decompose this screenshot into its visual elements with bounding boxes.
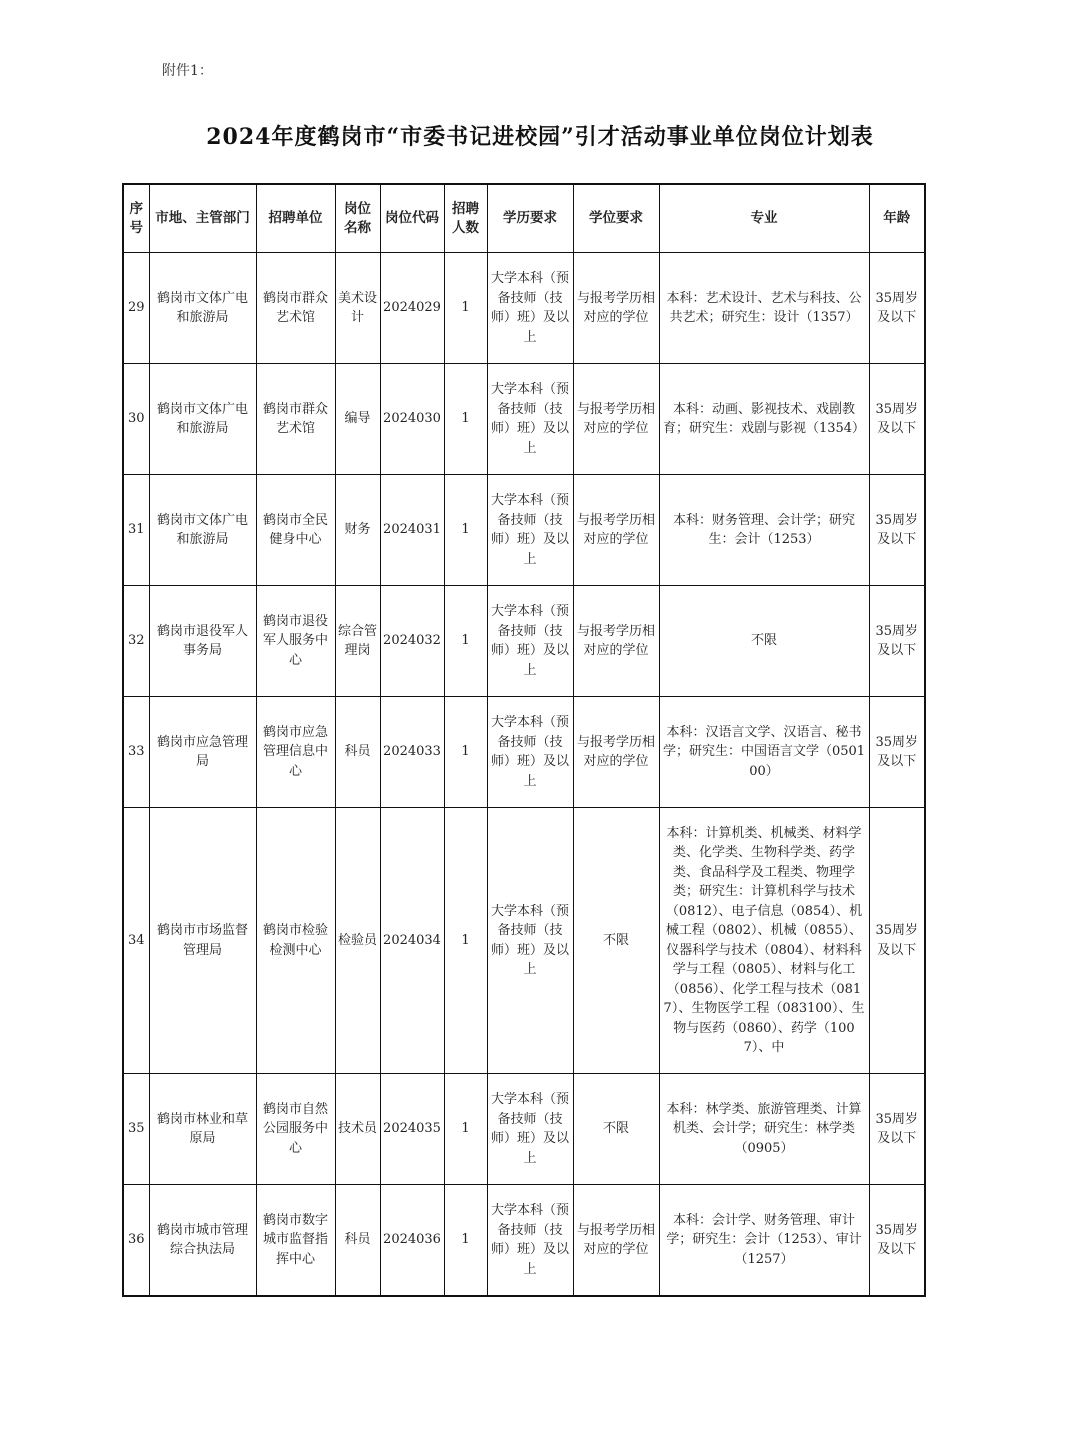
cell-count: 1 xyxy=(444,808,487,1074)
cell-dept: 鹤岗市退役军人事务局 xyxy=(149,586,256,697)
cell-count: 1 xyxy=(444,1185,487,1297)
cell-unit: 鹤岗市退役军人服务中心 xyxy=(256,586,335,697)
cell-edu: 大学本科（预备技师（技师）班）及以上 xyxy=(487,253,573,364)
cell-degree: 与报考学历相对应的学位 xyxy=(573,364,659,475)
table-row xyxy=(123,1074,925,1185)
cell-code: 2024035 xyxy=(380,1074,444,1185)
cell-age: 35周岁及以下 xyxy=(869,364,925,475)
cell-post: 科员 xyxy=(335,697,380,808)
cell-degree: 不限 xyxy=(573,808,659,1074)
cell-count: 1 xyxy=(444,1074,487,1185)
cell-edu: 大学本科（预备技师（技师）班）及以上 xyxy=(487,1185,573,1297)
cell-age: 35周岁及以下 xyxy=(869,808,925,1074)
column-header-degree: 学位要求 xyxy=(573,184,659,253)
cell-unit: 鹤岗市应急管理信息中心 xyxy=(256,697,335,808)
cell-dept: 鹤岗市城市管理综合执法局 xyxy=(149,1185,256,1297)
table-row xyxy=(123,586,925,697)
cell-code: 2024033 xyxy=(380,697,444,808)
cell-age: 35周岁及以下 xyxy=(869,253,925,364)
cell-major: 本科：汉语言文学、汉语言、秘书学；研究生：中国语言文学（050100） xyxy=(659,697,869,808)
column-header-no: 序号 xyxy=(123,184,149,253)
cell-code: 2024029 xyxy=(380,253,444,364)
cell-age: 35周岁及以下 xyxy=(869,1074,925,1185)
cell-major: 本科：财务管理、会计学；研究生：会计（1253） xyxy=(659,475,869,586)
cell-major: 本科：林学类、旅游管理类、计算机类、会计学；研究生：林学类（0905） xyxy=(659,1074,869,1185)
cell-unit: 鹤岗市检验检测中心 xyxy=(256,808,335,1074)
cell-post: 编导 xyxy=(335,364,380,475)
cell-edu: 大学本科（预备技师（技师）班）及以上 xyxy=(487,1074,573,1185)
column-header-age: 年龄 xyxy=(869,184,925,253)
table-header-row xyxy=(123,184,925,253)
cell-degree: 与报考学历相对应的学位 xyxy=(573,475,659,586)
cell-major: 本科：会计学、财务管理、审计学；研究生：会计（1253）、审计（1257） xyxy=(659,1185,869,1297)
cell-post: 技术员 xyxy=(335,1074,380,1185)
cell-unit: 鹤岗市全民健身中心 xyxy=(256,475,335,586)
cell-no: 32 xyxy=(123,586,149,697)
attachment-label: 附件1： xyxy=(162,63,213,79)
cell-age: 35周岁及以下 xyxy=(869,1185,925,1297)
page-title: 2024年度鹤岗市“市委书记进校园”引才活动事业单位岗位计划表 xyxy=(206,124,874,150)
cell-post: 综合管理岗 xyxy=(335,586,380,697)
cell-edu: 大学本科（预备技师（技师）班）及以上 xyxy=(487,697,573,808)
cell-unit: 鹤岗市数字城市监督指挥中心 xyxy=(256,1185,335,1297)
column-header-post: 岗位名称 xyxy=(335,184,380,253)
cell-major: 本科：艺术设计、艺术与科技、公共艺术；研究生：设计（1357） xyxy=(659,253,869,364)
cell-edu: 大学本科（预备技师（技师）班）及以上 xyxy=(487,808,573,1074)
table-row xyxy=(123,475,925,586)
cell-post: 检验员 xyxy=(335,808,380,1074)
table-row xyxy=(123,1185,925,1297)
cell-post: 科员 xyxy=(335,1185,380,1297)
cell-edu: 大学本科（预备技师（技师）班）及以上 xyxy=(487,475,573,586)
cell-count: 1 xyxy=(444,253,487,364)
cell-no: 35 xyxy=(123,1074,149,1185)
column-header-count: 招聘人数 xyxy=(444,184,487,253)
cell-code: 2024032 xyxy=(380,586,444,697)
cell-degree: 与报考学历相对应的学位 xyxy=(573,697,659,808)
cell-code: 2024031 xyxy=(380,475,444,586)
cell-no: 33 xyxy=(123,697,149,808)
cell-post: 美术设计 xyxy=(335,253,380,364)
cell-count: 1 xyxy=(444,697,487,808)
cell-no: 36 xyxy=(123,1185,149,1297)
cell-age: 35周岁及以下 xyxy=(869,475,925,586)
table-row xyxy=(123,364,925,475)
table-row xyxy=(123,697,925,808)
cell-no: 34 xyxy=(123,808,149,1074)
table-row xyxy=(123,253,925,364)
cell-degree: 与报考学历相对应的学位 xyxy=(573,586,659,697)
column-header-code: 岗位代码 xyxy=(380,184,444,253)
column-header-unit: 招聘单位 xyxy=(256,184,335,253)
cell-degree: 与报考学历相对应的学位 xyxy=(573,1185,659,1297)
cell-edu: 大学本科（预备技师（技师）班）及以上 xyxy=(487,364,573,475)
major-text: 本科：计算机类、机械类、材料学类、化学类、生物科学类、药学类、食品科学及工程类、物理学类；研究生：计算机科学与技术（0812）、电子信息（0854）、机械工程（0802）、机械（0855）、仪器科学与技术（0804）、材料科学与工程（0805）、材料与化工（0856）、化学工程与技术（0817）、生物医学工程（083100）、生物与医药（0860）、药学（1007）、中 xyxy=(663,825,865,1055)
cell-no: 30 xyxy=(123,364,149,475)
cell-major xyxy=(659,808,869,1074)
cell-major: 本科：动画、影视技术、戏剧教育；研究生：戏剧与影视（1354） xyxy=(659,364,869,475)
cell-degree: 与报考学历相对应的学位 xyxy=(573,253,659,364)
cell-unit: 鹤岗市群众艺术馆 xyxy=(256,253,335,364)
cell-age: 35周岁及以下 xyxy=(869,586,925,697)
cell-dept: 鹤岗市应急管理局 xyxy=(149,697,256,808)
cell-dept: 鹤岗市文体广电和旅游局 xyxy=(149,364,256,475)
cell-no: 31 xyxy=(123,475,149,586)
cell-post: 财务 xyxy=(335,475,380,586)
cell-edu: 大学本科（预备技师（技师）班）及以上 xyxy=(487,586,573,697)
cell-dept: 鹤岗市文体广电和旅游局 xyxy=(149,475,256,586)
cell-degree: 不限 xyxy=(573,1074,659,1185)
cell-dept: 鹤岗市林业和草原局 xyxy=(149,1074,256,1185)
position-plan-table xyxy=(122,183,926,1297)
cell-age: 35周岁及以下 xyxy=(869,697,925,808)
cell-dept: 鹤岗市文体广电和旅游局 xyxy=(149,253,256,364)
cell-code: 2024036 xyxy=(380,1185,444,1297)
column-header-major: 专业 xyxy=(659,184,869,253)
table-row xyxy=(123,808,925,1074)
cell-code: 2024034 xyxy=(380,808,444,1074)
cell-dept: 鹤岗市市场监督管理局 xyxy=(149,808,256,1074)
column-header-edu: 学历要求 xyxy=(487,184,573,253)
column-header-dept: 市地、主管部门 xyxy=(149,184,256,253)
cell-count: 1 xyxy=(444,586,487,697)
cell-count: 1 xyxy=(444,364,487,475)
cell-code: 2024030 xyxy=(380,364,444,475)
cell-no: 29 xyxy=(123,253,149,364)
cell-unit: 鹤岗市自然公园服务中心 xyxy=(256,1074,335,1185)
cell-major: 不限 xyxy=(659,586,869,697)
cell-count: 1 xyxy=(444,475,487,586)
cell-unit: 鹤岗市群众艺术馆 xyxy=(256,364,335,475)
